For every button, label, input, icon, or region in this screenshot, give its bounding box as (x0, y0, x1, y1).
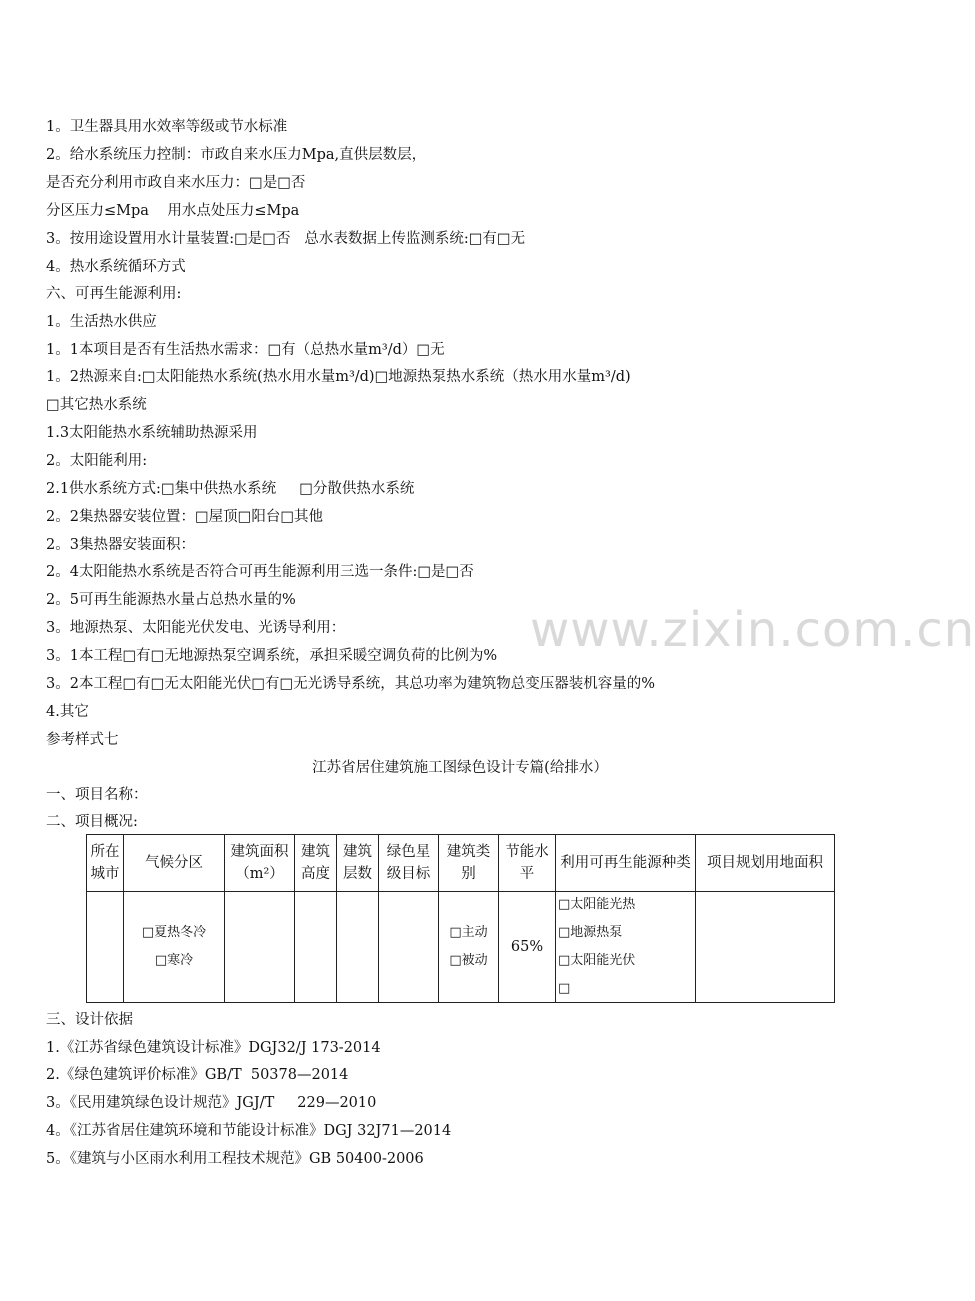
text-line: 3。1本工程□有□无地源热泵空调系统，承担采暖空调负荷的比例为% (46, 648, 498, 664)
type-option-active[interactable]: □主动 (449, 925, 488, 940)
text-line: 4.其它 (46, 704, 89, 720)
table-header-row (87, 835, 835, 892)
climate-option-hot-summer-cold-winter[interactable]: □夏热冬冷 (141, 925, 207, 940)
cell-building-type (439, 892, 499, 1003)
reference-item: 1.《江苏省绿色建筑设计标准》DGJ32/J 173-2014 (46, 1040, 381, 1056)
cell-energy-level: 65% (499, 892, 556, 1003)
text-line: 是否充分利用市政自来水压力：□是□否 (46, 175, 306, 191)
cell-building-floors (337, 892, 379, 1003)
text-line: 参考样式七 (46, 732, 119, 748)
col-green-star-target: 绿色星级目标 (379, 835, 439, 892)
text-line: 1.3太阳能热水系统辅助热源采用 (46, 425, 258, 441)
section-heading: 六、可再生能源利用: (46, 286, 182, 302)
reference-item: 5。《建筑与小区雨水利用工程技术规范》GB 50400-2006 (46, 1151, 424, 1167)
cell-land-area (696, 892, 835, 1003)
text-line: 分区压力≤Mpa 用水点处压力≤Mpa (46, 203, 300, 219)
text-line: 4。热水系统循环方式 (46, 259, 186, 275)
col-building-height: 建筑高度 (295, 835, 337, 892)
text-line: 2。4太阳能热水系统是否符合可再生能源利用三选一条件:□是□否 (46, 564, 474, 580)
renewable-option-solar-pv[interactable]: □太阳能光伏 (558, 953, 636, 968)
text-line: 2.1供水系统方式:□集中供热水系统 □分散供热水系统 (46, 481, 415, 497)
text-line: 2。给水系统压力控制：市政自来水压力Mpa,直供层数层， (46, 147, 427, 163)
text-line: 2。2集热器安装位置：□屋顶□阳台□其他 (46, 509, 324, 525)
reference-item: 3。《民用建筑绿色设计规范》JGJ/T 229—2010 (46, 1095, 377, 1111)
type-option-passive[interactable]: □被动 (449, 953, 488, 968)
col-land-area: 项目规划用地面积 (696, 835, 835, 892)
renewable-option-other[interactable]: □ (558, 981, 571, 996)
col-energy-level: 节能水平 (499, 835, 556, 892)
project-overview-table (86, 834, 835, 1003)
watermark: www.zixin.com.cn (530, 602, 975, 658)
cell-renewable-types (556, 892, 696, 1003)
cell-building-height (295, 892, 337, 1003)
text-line: 3。2本工程□有□无太阳能光伏□有□无光诱导系统，其总功率为建筑物总变压器装机容量的% (46, 676, 656, 692)
section-heading: 二、项目概况: (46, 814, 138, 830)
col-building-area: 建筑面积（m²） (225, 835, 295, 892)
col-city: 所在城市 (87, 835, 124, 892)
col-building-floors: 建筑层数 (337, 835, 379, 892)
col-building-type: 建筑类别 (439, 835, 499, 892)
text-line: 2。3集热器安装面积： (46, 537, 195, 553)
text-line: 3。按用途设置用水计量装置:□是□否 总水表数据上传监测系统:□有□无 (46, 231, 526, 247)
col-renewable-types: 利用可再生能源种类 (556, 835, 696, 892)
text-line: 1。1本项目是否有生活热水需求：□有（总热水量m³/d）□无 (46, 342, 445, 358)
climate-option-cold[interactable]: □寒冷 (154, 953, 194, 968)
renewable-option-ground-source-heat-pump[interactable]: □地源热泵 (558, 925, 623, 940)
text-line: □其它热水系统 (46, 397, 147, 413)
cell-city (87, 892, 124, 1003)
renewable-option-solar-thermal[interactable]: □太阳能光热 (558, 897, 636, 912)
document-title: 江苏省居住建筑施工图绿色设计专篇(给排水） (312, 760, 608, 776)
section-heading: 一、项目名称： (46, 787, 148, 803)
text-line: 1。生活热水供应 (46, 314, 157, 330)
reference-item: 4。《江苏省居住建筑环境和节能设计标准》DGJ 32J71—2014 (46, 1123, 452, 1139)
text-line: 1。卫生器具用水效率等级或节水标准 (46, 119, 288, 135)
section-heading: 三、设计依据 (46, 1012, 133, 1028)
cell-green-star-target (379, 892, 439, 1003)
text-line: 2。太阳能利用: (46, 453, 148, 469)
cell-building-area (225, 892, 295, 1003)
col-climate-zone: 气候分区 (124, 835, 225, 892)
text-line: 1。2热源来自:□太阳能热水系统(热水用水量m³/d)□地源热泵热水系统（热水用水量m³/d) (46, 369, 631, 385)
text-line: 2。5可再生能源热水量占总热水量的% (46, 592, 296, 608)
table-row (87, 892, 835, 1003)
text-line: 3。地源热泵、太阳能光伏发电、光诱导利用： (46, 620, 346, 636)
reference-item: 2.《绿色建筑评价标准》GB/T 50378—2014 (46, 1067, 349, 1083)
cell-climate-zone (124, 892, 225, 1003)
